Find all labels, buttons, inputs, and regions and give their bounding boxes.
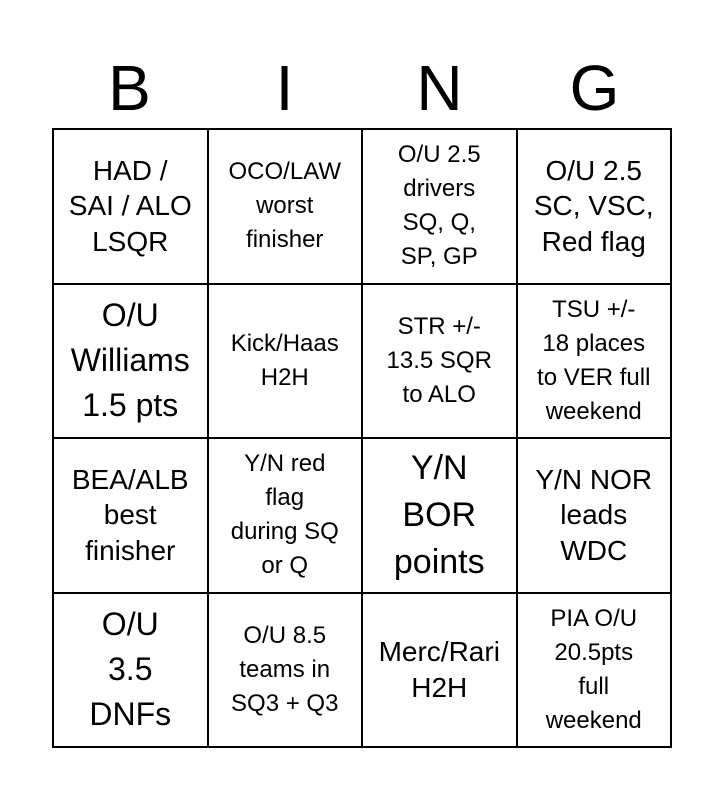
bingo-cell-r2-c3[interactable]	[363, 285, 518, 440]
bingo-cell-r2-c4[interactable]	[518, 285, 673, 440]
bingo-cell-text: O/U 2.5 drivers SQ, Q, SP, GP	[397, 141, 481, 271]
bingo-cell-r4-c3[interactable]	[363, 594, 518, 749]
header-letter-i: I	[275, 52, 294, 124]
header-letter-g: G	[569, 52, 620, 124]
bingo-cell-text: Y/N BOR points	[393, 448, 485, 581]
bingo-cell-text: Kick/Haas H2H	[230, 329, 339, 391]
bingo-cell-text: Y/N red flag during SQ or Q	[230, 450, 339, 580]
bingo-cell-r3-c4[interactable]	[518, 439, 673, 594]
bingo-cell-r2-c2[interactable]	[209, 285, 364, 440]
bingo-cell-text: PIA O/U 20.5pts full weekend	[545, 604, 642, 734]
bingo-cell-text: OCO/LAW worst finisher	[228, 158, 341, 254]
bingo-cell-text: O/U 8.5 teams in SQ3 + Q3	[231, 621, 339, 717]
bingo-cell-text: HAD / SAI / ALO LSQR	[68, 154, 192, 258]
bingo-cell-text: Y/N NOR leads WDC	[535, 463, 653, 567]
bingo-cell-text: STR +/- 13.5 SQR to ALO	[386, 312, 492, 408]
bingo-cell-r3-c1[interactable]	[54, 439, 209, 594]
bingo-cell-text: O/U 2.5 SC, VSC, Red flag	[533, 154, 654, 258]
bingo-cell-text: Merc/Rari H2H	[378, 636, 500, 703]
bingo-card-grid	[52, 128, 672, 748]
bingo-cell-r1-c3[interactable]	[363, 130, 518, 285]
bingo-header	[52, 50, 672, 126]
bingo-cell-r4-c2[interactable]	[209, 594, 364, 749]
bingo-cell-r1-c1[interactable]	[54, 130, 209, 285]
bingo-cell-r4-c1[interactable]	[54, 594, 209, 749]
header-letter-n: N	[416, 52, 463, 124]
bingo-cell-r1-c2[interactable]	[209, 130, 364, 285]
bingo-cell-text: O/U Williams 1.5 pts	[70, 296, 190, 424]
header-letter-b: B	[108, 52, 151, 124]
bingo-cell-text: TSU +/- 18 places to VER full weekend	[537, 295, 651, 425]
bingo-cell-text: BEA/ALB best finisher	[71, 463, 189, 567]
bingo-cell-r2-c1[interactable]	[54, 285, 209, 440]
bingo-cell-r3-c3[interactable]	[363, 439, 518, 594]
bingo-cell-r3-c2[interactable]	[209, 439, 364, 594]
bingo-cell-text: O/U 3.5 DNFs	[89, 605, 172, 733]
bingo-cell-r1-c4[interactable]	[518, 130, 673, 285]
bingo-cell-r4-c4[interactable]	[518, 594, 673, 749]
